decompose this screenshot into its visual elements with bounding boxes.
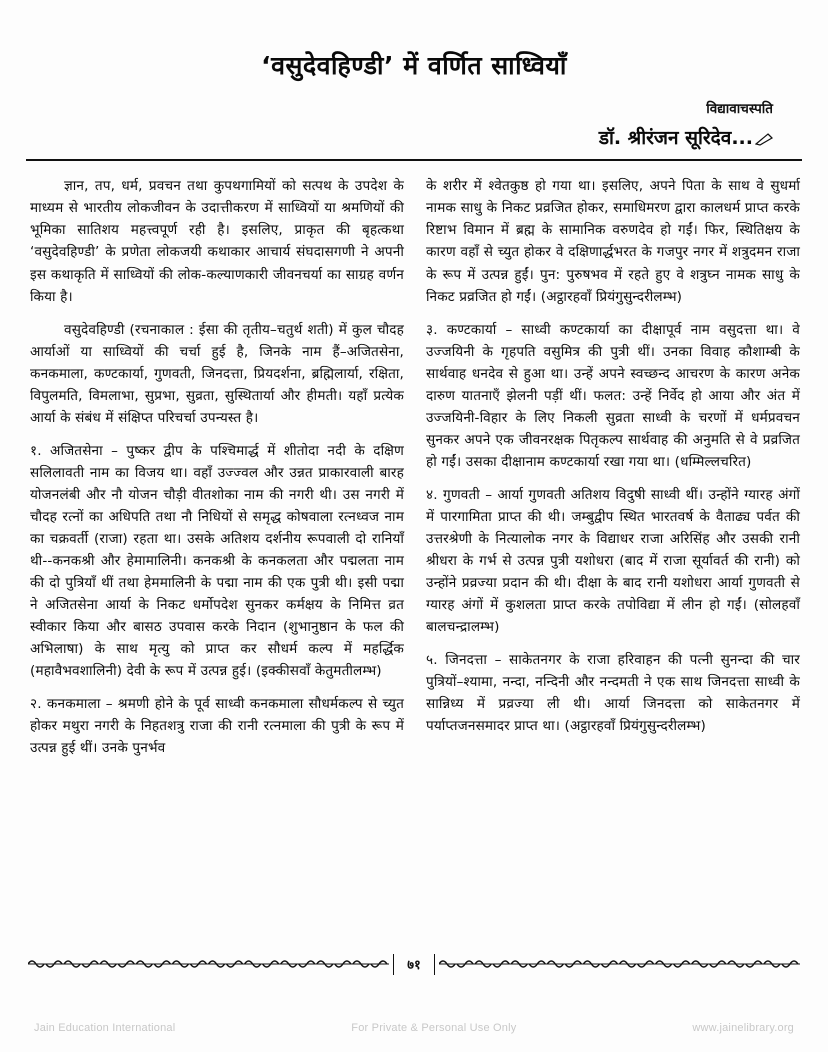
entry-kanakmala-continued: के शरीर में श्वेतकुष्ठ हो गया था। इसलिए, अपने पिता के साथ वे सुधर्मा नामक साधु के निकट प्रव्रजित होकर, समाधिमरण द्वारा कालधर्म प्राप्त करके रिष्टाभ विमान में ब्रह्म के सामानिक वरुणदेव हो गईं। फिर, स्थितिक्षय के कारण वहाँ से च्युत होकर वे दक्षिणार्द्धभरत के गजपुर नगर में शत्रुदमन राजा के रूप में उत्पन्न हुईं। पुन: पुरुषभव में रहते हुए वे शत्रुघ्न नामक साधु के निकट प्रव्रजित हो गईं। (अट्ठारहवाँ प्रियंगुसुन्दरीलम्भ) — [426, 178, 800, 305]
decorative-line-left — [28, 955, 389, 973]
author-honorific: विद्यावाचस्पति — [706, 101, 773, 118]
entry-kanakmala: २. कनकमाला – श्रमणी होने के पूर्व साध्वी कनकमाला सौधर्मकल्प से च्युत होकर मथुरा नगरी के निहतशत्रु राजा की रानी रत्नमाला की पुत्री के रूप में उत्पन्न हुई थीं। उनके पुनर्भव — [30, 695, 404, 756]
page-number: ७१ — [393, 954, 435, 975]
footer-usage-notice: For Private & Personal Use Only — [351, 1022, 517, 1034]
footer-organization: Jain Education International — [34, 1022, 176, 1034]
decorative-footer-border — [28, 952, 800, 976]
footer-watermarks — [34, 1022, 794, 1034]
author-row — [0, 124, 773, 150]
article-body — [0, 161, 828, 931]
paragraph-intro-1: ज्ञान, तप, धर्म, प्रवचन तथा कुपथगामियों को सत्पथ के उपदेश के माध्यम से भारतीय लोकजीवन के उदात्तीकरण में साध्वियों या श्रमणियों की भूमिका सातिशय महत्त्वपूर्ण रही है। इसलिए, प्राकृत की बृहत्कथा ‘वसुदेवहिण्डी’ के प्रणेता लोकजयी कथाकार आचार्य संघदासगणी ने अपनी इस कथाकृति में साध्वियों की लोक-कल्याणकारी जीवनचर्या का साग्रह वर्णन किया है। — [30, 178, 404, 305]
paragraph-intro-2: वसुदेवहिण्डी (रचनाकाल : ईसा की तृतीय–चतुर्थ शती) में कुल चौदह आर्याओं या साध्वियों की चर्चा हुई है, जिनके नाम हैं–अजितसेना, कनकमाला, कण्टकार्या, गुणवती, जिनदत्ता, प्रियदर्शना, ब्रह्मिलार्या, रक्षिता, विपुलमति, विमलाभा, सुप्रभा, सुव्रता, सुस्थितार्या और हीमती। यहाँ प्रत्येक आर्या के संबंध में संक्षिप्त परिचर्चा उपन्यस्त है। — [30, 321, 404, 426]
right-column — [426, 175, 800, 931]
pen-nib-icon — [755, 132, 773, 146]
byline — [0, 101, 828, 150]
page-header — [0, 0, 828, 161]
entry-jindatta: ५. जिनदत्ता – साकेतनगर के राजा हरिवाहन की पत्नी सुनन्दा की चार पुत्रियों–श्यामा, नन्दा, नन्दिनी और नन्दमती ने एक साथ जिनदत्ता साध्वी के सान्निध्य में प्रव्रज्या ली थी। आर्या जिनदत्ता को साकेतनगर में पर्याप्तजनसमादर प्राप्त था। (अट्ठारहवाँ प्रियंगुसुन्दरीलम्भ) — [426, 651, 800, 734]
left-column — [30, 175, 404, 931]
decorative-line-right — [439, 955, 800, 973]
entry-gunavati: ४. गुणवती – आर्या गुणवती अतिशय विदुषी साध्वी थीं। उन्होंने ग्यारह अंगों में पारगामिता प्राप्त की थी। जम्बुद्वीप स्थित भारतवर्ष के वैताढ्य पर्वत की उत्तरश्रेणी के नित्यालोक नगर के विद्याधर राजा अरिसिंह और उसकी रानी श्रीधरा के गर्भ से उत्पन्न पुत्री यशोधरा (बाद में राजा सूर्यावर्त की रानी) को उन्होंने प्रव्रज्या प्रदान की थी। दीक्षा के बाद रानी यशोधरा आर्या गुणवती से ग्यारह अंगों में कुशलता प्राप्त करके तपोविद्या में लीन हो गईं। (सोलहवाँ बालचन्द्रालम्भ) — [426, 486, 800, 635]
footer-website-url[interactable]: www.jainelibrary.org — [692, 1022, 794, 1034]
entry-ajitsena: १. अजितसेना – पुष्कर द्वीप के पश्चिमार्द्ध में शीतोदा नदी के दक्षिण सलिलावती नाम का विजय था। वहाँ उज्ज्वल और उन्नत प्राकारवाली बारह योजनलंबी और नौ योजन चौड़ी वीतशोका नाम की नगरी थी। उस नगरी में चौदह रत्नों का अधिपति तथा नौ निधियों से समृद्ध कोषवाला रत्नध्वज नाम का चक्रवर्ती (राजा) रहता था। उसके अतिशय दर्शनीय रूपवाली दो रानियाँ थी--कनकश्री और हेमामालिनी। कनकश्री के कनकलता और पद्मलता नाम की दो पुत्रियाँ थीं तथा हेममालिनी के पद्मा नाम की एक पुत्री थी। इसी पद्मा ने अजितसेना आर्या के निकट धर्मोपदेश सुनकर कर्मक्षय के निमित्त व्रत स्वीकार किया और बासठ उपवास करके निदान (शुभानुष्ठान के फल की अभिलाषा) के साथ मृत्यु को प्राप्त कर सौधर्म कल्प में महर्द्धिक (महावैभवशालिनी) देवी के रूप में उत्पन्न हुई। (इक्कीसवाँ केतुमतीलम्भ) — [30, 442, 404, 679]
entry-kantakarya: ३. कण्टकार्या – साध्वी कण्टकार्या का दीक्षापूर्व नाम वसुदत्ता था। वे उज्जयिनी के गृहपति वसुमित्र की पुत्री थीं। उनका विवाह कौशाम्बी के सार्थवाह धनदेव से हुआ था। उन्हें अपने स्वच्छन्द आचरण के कारण अनेक दारुण यातनाएँ झेलनी पड़ीं थीं। फलत: उन्हें निर्वेद हो आया और अंत में उज्जयिनी-विहार के लिए निकली सुव्रता साध्वी के चरणों में धर्मप्रवचन सुनकर अपने एक जीवनरक्षक पितृकल्प सार्थवाह की अनुमति से वे प्रव्रजित हो गईं। उसका दीक्षानाम कण्टकार्या रखा गया था। (धम्मिल्लचरित) — [426, 321, 800, 470]
author-name: डॉ. श्रीरंजन सूरिदेव... — [598, 127, 753, 150]
page-footer — [0, 952, 828, 1052]
page-title: ‘वसुदेवहिण्डी’ में वर्णित साध्वियाँ — [261, 51, 567, 80]
